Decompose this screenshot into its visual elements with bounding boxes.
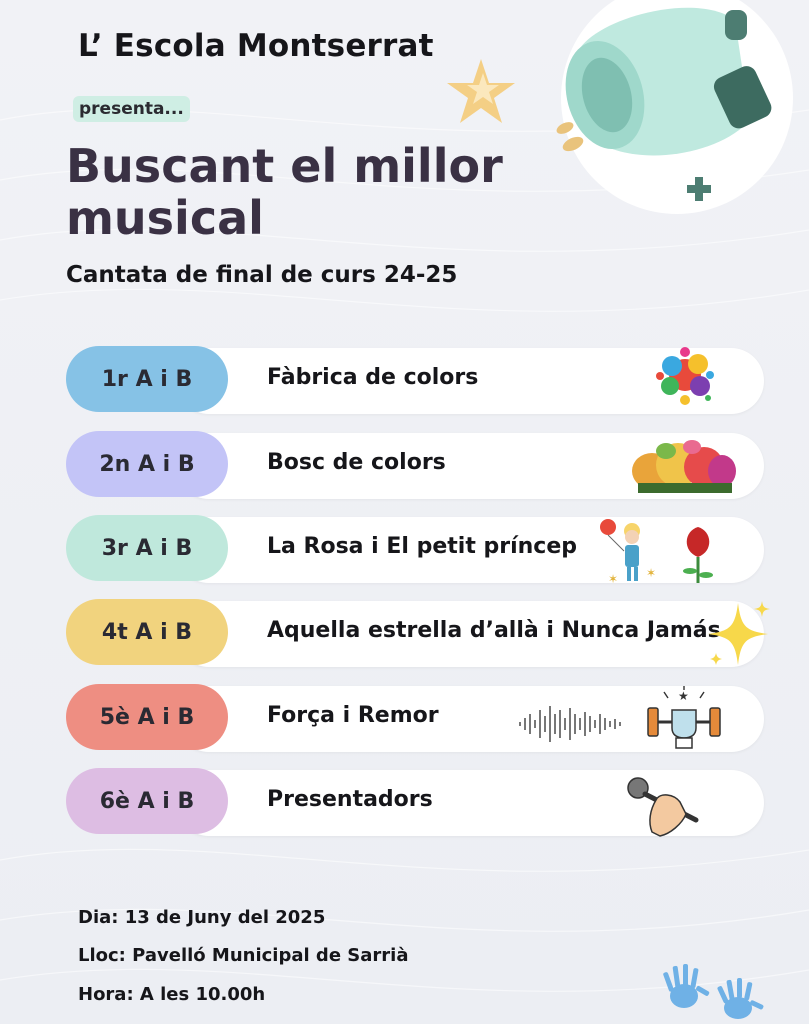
- presenta-badge: presenta...: [73, 96, 190, 122]
- show-title: Força i Remor: [267, 703, 439, 728]
- school-name: L’ Escola Montserrat: [78, 28, 434, 64]
- show-title: Presentadors: [267, 787, 433, 812]
- page-title: Buscant el millor musical: [66, 139, 503, 245]
- svg-text:★: ★: [678, 689, 689, 703]
- program-row-6: [66, 768, 764, 836]
- megaphone-icon: [545, 0, 809, 220]
- show-title: Bosc de colors: [267, 450, 446, 475]
- program-row-4: [66, 599, 764, 667]
- event-time: Hora: A les 10.00h: [78, 984, 266, 1005]
- program-row-1: [66, 346, 764, 414]
- show-title: La Rosa i El petit príncep: [267, 534, 578, 559]
- grade-label: 1r A i B: [101, 366, 193, 392]
- strength-sound-icon: [516, 684, 730, 752]
- event-place: Lloc: Pavelló Municipal de Sarrià: [78, 945, 409, 966]
- handprint-icon: [658, 962, 778, 1024]
- grade-label: 3r A i B: [101, 535, 193, 561]
- grade-pill: [66, 515, 228, 581]
- show-title: Fàbrica de colors: [267, 365, 479, 390]
- grade-pill: [66, 684, 228, 750]
- program-row-5: [66, 684, 764, 752]
- paint-splash-icon: [650, 340, 720, 410]
- grade-pill: [66, 599, 228, 665]
- event-date: Dia: 13 de Juny del 2025: [78, 907, 326, 928]
- star-icon: [443, 55, 519, 131]
- show-title: Aquella estrella d’allà i Nunca Jamás: [267, 618, 721, 643]
- grade-pill: [66, 346, 228, 412]
- svg-text:✶: ✶: [646, 566, 657, 580]
- microphone-icon: [626, 774, 702, 840]
- grade-label: 6è A i B: [99, 788, 195, 814]
- grade-label: 5è A i B: [99, 704, 195, 730]
- little-prince-rose-icon: [594, 517, 722, 587]
- grade-pill: [66, 768, 228, 834]
- page-subtitle: Cantata de final de curs 24-25: [66, 262, 458, 288]
- sparkle-star-icon: [704, 597, 774, 671]
- grade-pill: [66, 431, 228, 497]
- program-row-3: [66, 515, 764, 586]
- program-row-2: [66, 431, 764, 499]
- flower-bush-icon: [630, 431, 740, 497]
- grade-label: 2n A i B: [99, 451, 195, 477]
- svg-text:✶: ✶: [608, 572, 619, 586]
- grade-label: 4t A i B: [101, 619, 193, 645]
